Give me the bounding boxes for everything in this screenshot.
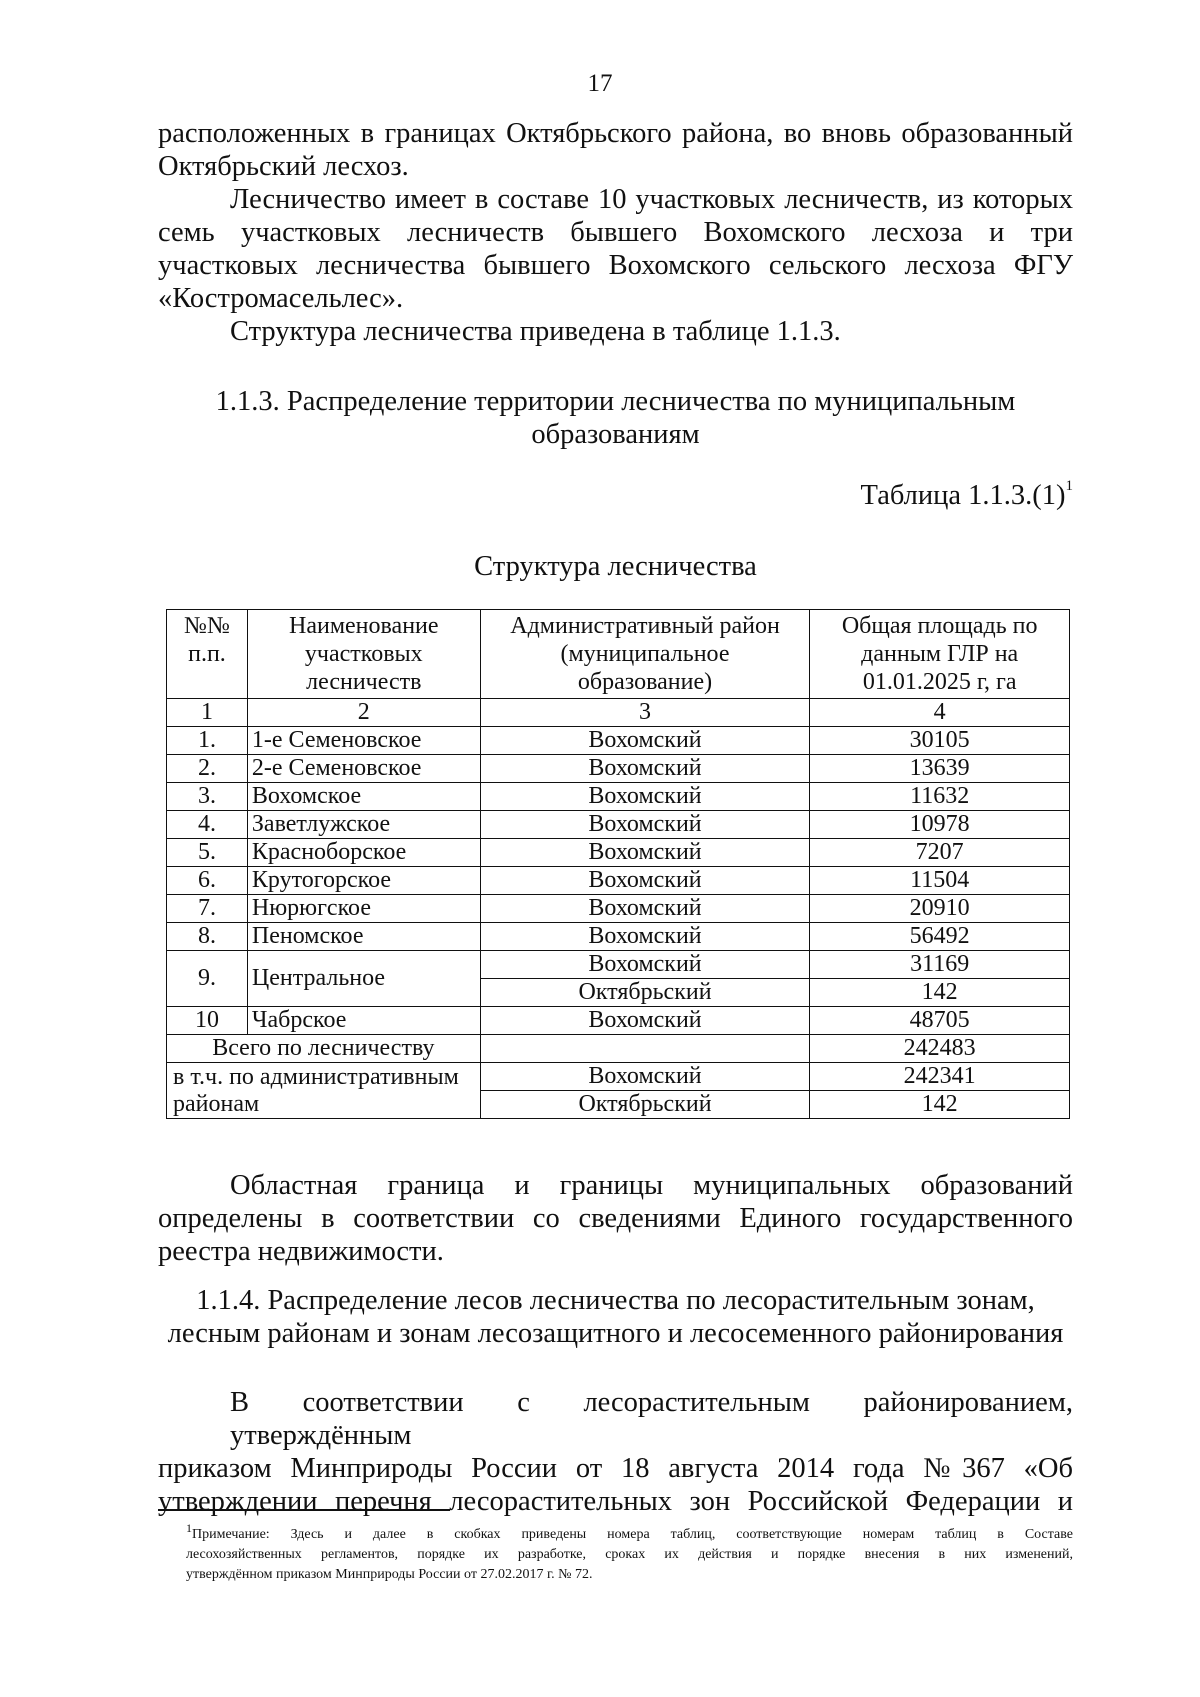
row-name: 1-е Семеновское (247, 727, 480, 755)
row-area: 56492 (810, 923, 1070, 951)
header-district (480, 610, 810, 699)
row-number: 7. (167, 895, 248, 923)
row-area: 20910 (810, 895, 1070, 923)
row-name: Вохомское (247, 783, 480, 811)
footnote-mark: 1 (186, 1521, 192, 1535)
heading-line: образованиям (531, 419, 700, 450)
heading-line: лесным районам и зонам лесозащитного и лесосеменного районирования (167, 1318, 1064, 1349)
paragraph-zoning (158, 1386, 1073, 1518)
breakdown-district: Вохомский (480, 1063, 810, 1091)
row-number: 3. (167, 783, 248, 811)
text-line: Октябрьский лесхоз. (158, 151, 409, 182)
row-district: Вохомский (480, 783, 810, 811)
column-number-row (167, 699, 1070, 727)
column-number: 4 (810, 699, 1070, 727)
row-area: 142 (810, 979, 1070, 1007)
row-number: 4. (167, 811, 248, 839)
breakdown-district: Октябрьский (480, 1091, 810, 1119)
text-line: утверждении перечня лесорастительных зон Российской Федерации и (158, 1486, 1073, 1517)
row-number: 10 (167, 1007, 248, 1035)
text-line: «Костромасельлес». (158, 283, 404, 314)
row-name: Пеномское (247, 923, 480, 951)
header-text: лесничеств (306, 669, 422, 695)
table-row (167, 951, 1070, 979)
header-name (247, 610, 480, 699)
table-row (167, 1007, 1070, 1035)
section-heading-1-1-3 (158, 385, 1073, 451)
column-number: 3 (480, 699, 810, 727)
row-district: Вохомский (480, 923, 810, 951)
total-row (167, 1035, 1070, 1063)
footnote-text: Примечание: Здесь и далее в скобках приведены номера таблиц, соответствующие номерам таблиц в Составе (192, 1527, 1073, 1542)
page-number: 17 (587, 70, 613, 97)
text-line: семь участковых лесничеств бывшего Вохомского лесхоза и три (158, 217, 1073, 248)
heading-line: 1.1.4. Распределение лесов лесничества по лесорастительным зонам, (196, 1285, 1035, 1316)
row-number: 8. (167, 923, 248, 951)
column-number: 2 (247, 699, 480, 727)
row-district: Вохомский (480, 727, 810, 755)
paragraph-borders (158, 1169, 1073, 1268)
footnote-text: утверждённом приказом Минприроды России от 27.02.2017 г. № 72. (186, 1567, 593, 1582)
row-number: 5. (167, 839, 248, 867)
row-area: 31169 (810, 951, 1070, 979)
text-line: расположенных в границах Октябрьского района, во вновь образованный (158, 118, 1073, 149)
row-district: Вохомский (480, 895, 810, 923)
table-row (167, 755, 1070, 783)
text-line: участковых лесничества бывшего Вохомского сельского лесхоза ФГУ (158, 250, 1073, 281)
table-row (167, 727, 1070, 755)
header-text: 01.01.2025 г, га (862, 669, 1017, 695)
header-text: Административный район (510, 613, 780, 639)
table-row (167, 895, 1070, 923)
row-district: Вохомский (480, 867, 810, 895)
breakdown-label-line: в т.ч. по административным (173, 1063, 459, 1090)
paragraph-continuation (158, 117, 1073, 183)
row-name: Заветлужское (247, 811, 480, 839)
section-heading-1-1-4 (158, 1284, 1073, 1350)
table-caption (861, 478, 1074, 512)
total-area: 242483 (810, 1035, 1070, 1063)
header-text: образование) (577, 669, 713, 695)
total-district (480, 1035, 810, 1063)
row-area: 13639 (810, 755, 1070, 783)
row-name: Крутогорское (247, 867, 480, 895)
row-area: 7207 (810, 839, 1070, 867)
district-breakdown-row (167, 1063, 1070, 1091)
footnote-divider (158, 1509, 450, 1511)
header-text: Наименование (289, 613, 439, 639)
row-area: 11632 (810, 783, 1070, 811)
row-area: 30105 (810, 727, 1070, 755)
table-header-row (167, 610, 1070, 699)
row-area: 10978 (810, 811, 1070, 839)
text-line: Областная граница и границы муниципальных образований (230, 1170, 1073, 1201)
header-text: участковых (304, 641, 423, 667)
text-line: Структура лесничества приведена в таблице 1.1.3. (230, 316, 841, 347)
row-district: Вохомский (480, 839, 810, 867)
row-number: 6. (167, 867, 248, 895)
header-text: №№ (184, 613, 230, 639)
text-line: Лесничество имеет в составе 10 участковых лесничеств, из которых (230, 184, 1073, 215)
table-row (167, 839, 1070, 867)
header-text: Общая площадь по (841, 613, 1038, 639)
row-name: 2-е Семеновское (247, 755, 480, 783)
row-district: Вохомский (480, 755, 810, 783)
table-row (167, 811, 1070, 839)
row-number: 9. (167, 951, 248, 1007)
breakdown-area: 142 (810, 1091, 1070, 1119)
header-text: данным ГЛР на (861, 641, 1019, 667)
breakdown-area: 242341 (810, 1063, 1070, 1091)
row-name: Чабрское (247, 1007, 480, 1035)
row-number: 1. (167, 727, 248, 755)
footnote (186, 1518, 1073, 1585)
row-name: Центральное (247, 951, 480, 1007)
row-number: 2. (167, 755, 248, 783)
header-number (167, 610, 248, 699)
header-text: п.п. (188, 641, 226, 667)
table-caption-text: Таблица 1.1.3.(1) (860, 480, 1066, 511)
text-line: реестра недвижимости. (158, 1236, 444, 1267)
total-label: Всего по лесничеству (167, 1035, 481, 1063)
text-line: определены в соответствии со сведениями Единого государственного (158, 1203, 1073, 1234)
breakdown-label-line: районам (173, 1090, 260, 1117)
heading-line: 1.1.3. Распределение территории лесничества по муниципальным (215, 386, 1016, 417)
paragraph-structure (158, 183, 1073, 315)
footnote-text: лесохозяйственных регламентов, порядке их разработке, сроках их действия и порядке внесения в них изменений, (186, 1547, 1073, 1562)
column-number: 1 (167, 699, 248, 727)
text-line: В соответствии с лесорастительным районированием, утверждённым (230, 1387, 1073, 1451)
row-name: Нюрюгское (247, 895, 480, 923)
header-area (810, 610, 1070, 699)
text-line: приказом Минприроды России от 18 августа 2014 года №367 «Об (158, 1453, 1073, 1484)
header-text: (муниципальное (560, 641, 730, 667)
row-area: 48705 (810, 1007, 1070, 1035)
table-row (167, 923, 1070, 951)
row-district: Вохомский (480, 811, 810, 839)
row-district: Вохомский (480, 1007, 810, 1035)
forestry-structure-table (166, 609, 1070, 1119)
paragraph-table-reference (158, 315, 1073, 348)
row-name: Красноборское (247, 839, 480, 867)
row-area: 11504 (810, 867, 1070, 895)
table-row (167, 783, 1070, 811)
row-district: Октябрьский (480, 979, 810, 1007)
breakdown-label (167, 1063, 481, 1119)
table-title: Структура лесничества (474, 551, 757, 582)
footnote-reference: 1 (1065, 478, 1073, 494)
table-row (167, 867, 1070, 895)
row-district: Вохомский (480, 951, 810, 979)
